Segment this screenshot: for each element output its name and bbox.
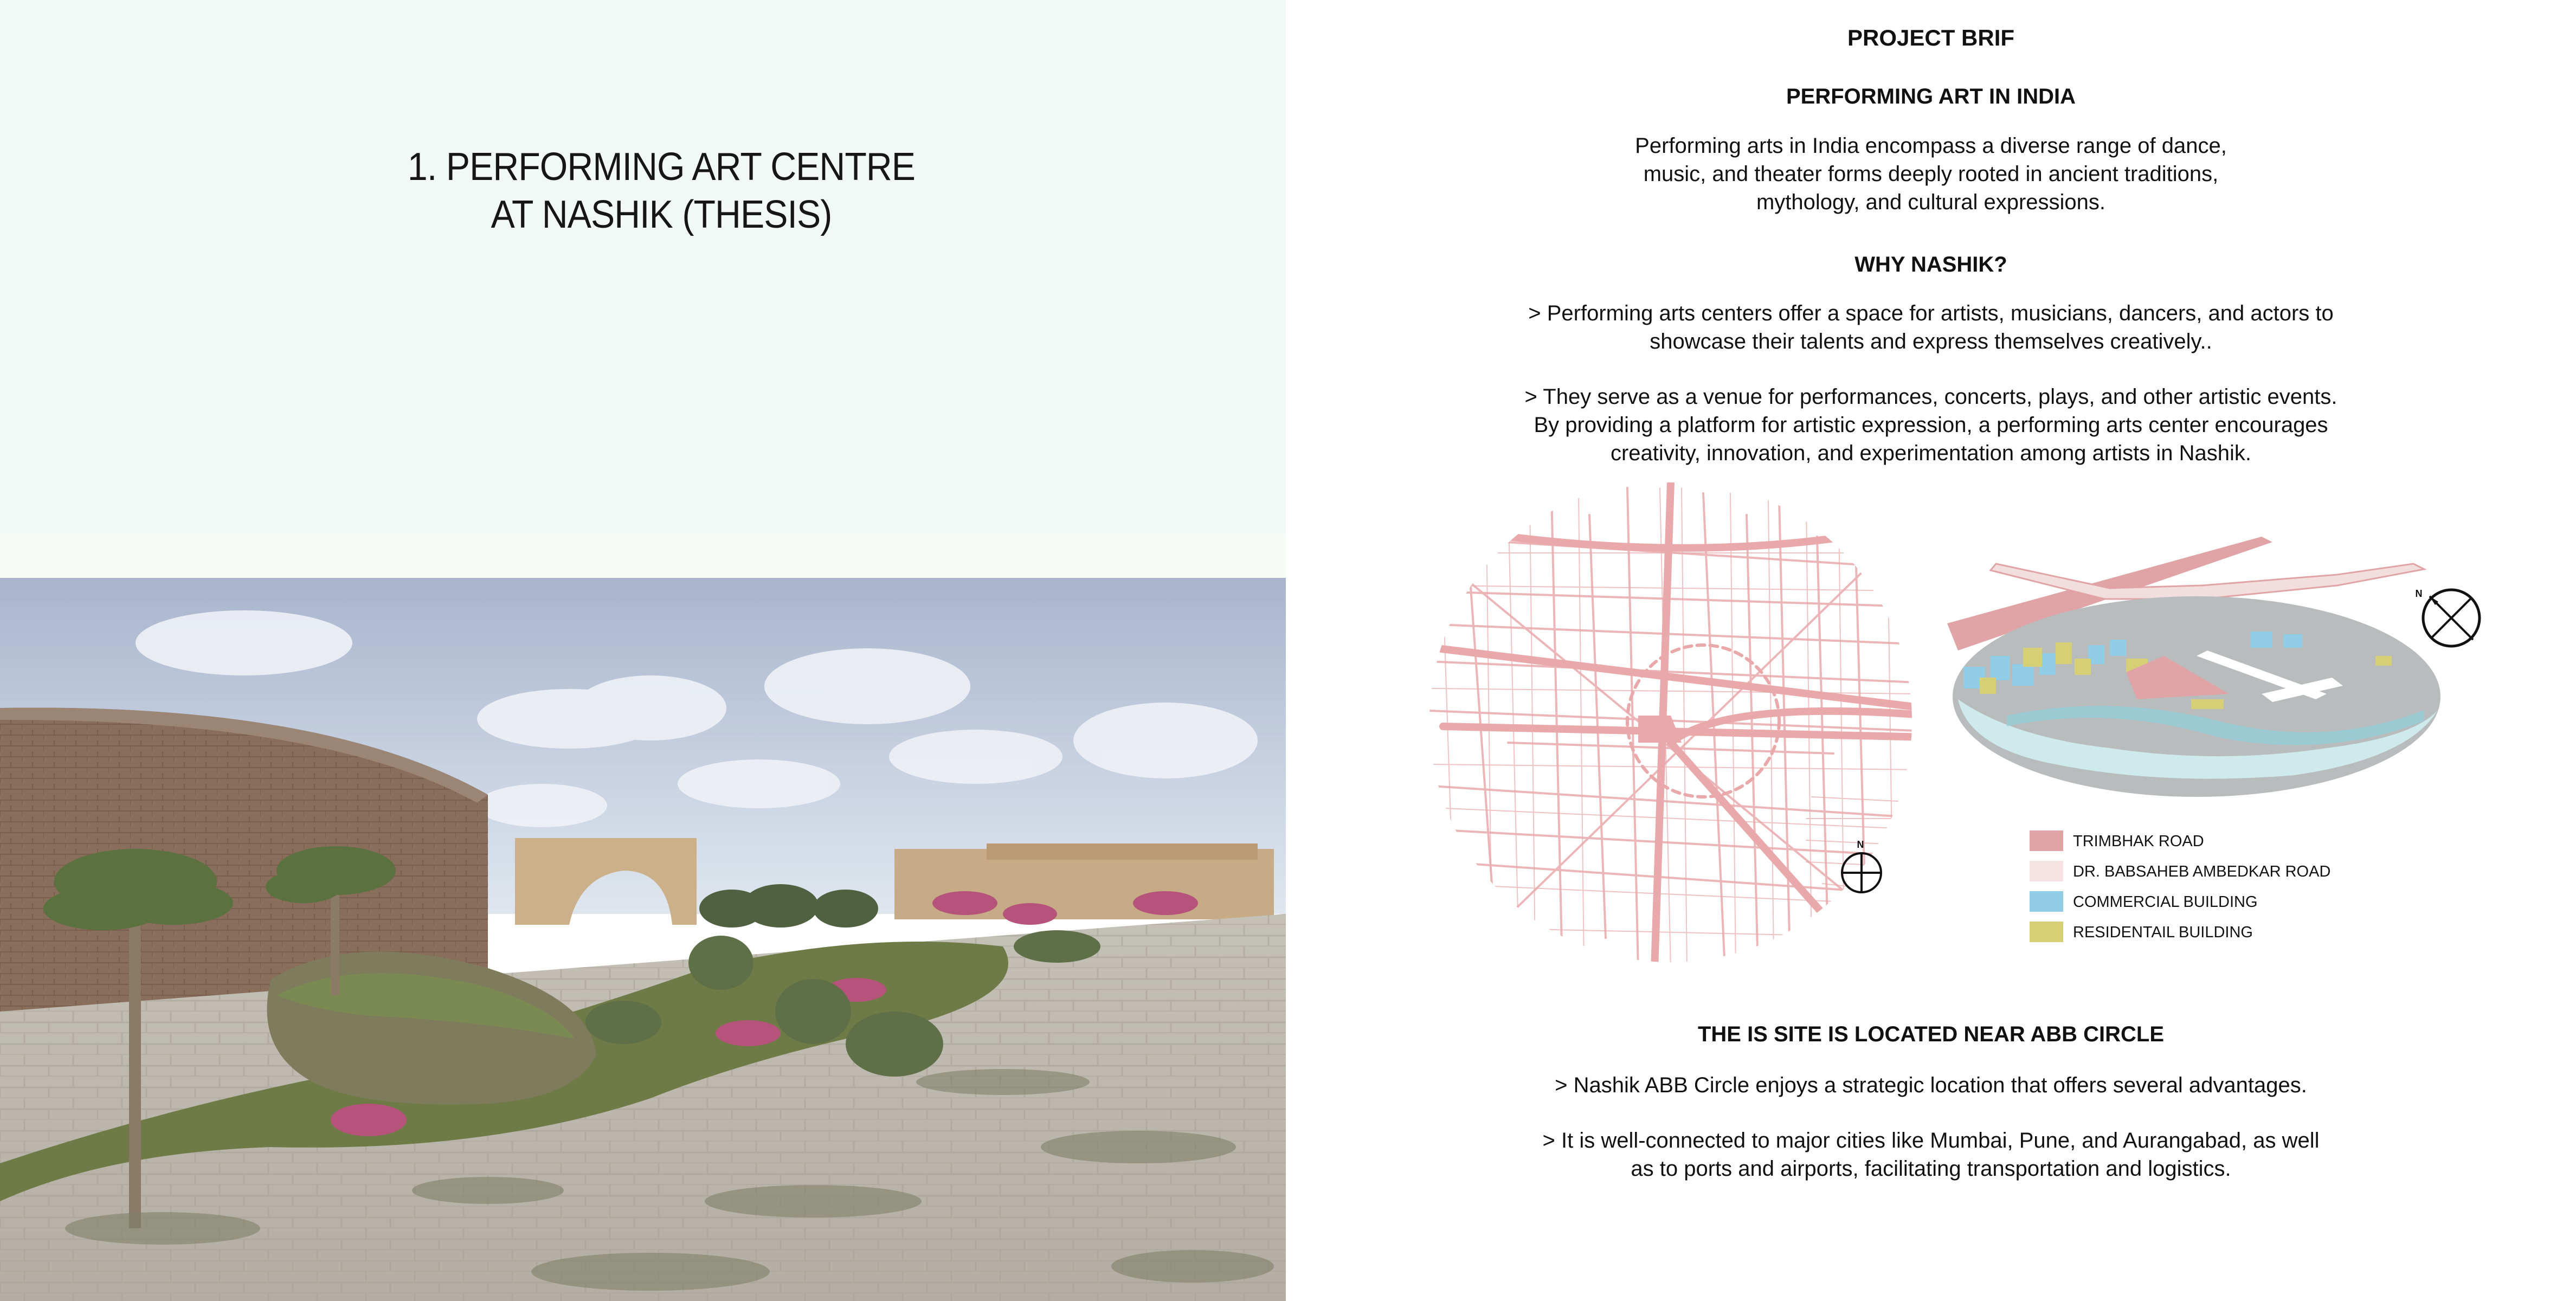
page-title-line-2: AT NASHIK (THESIS) (491, 193, 832, 236)
why-nashik-heading: WHY NASHIK? (1854, 253, 2007, 276)
legend-swatch (2030, 922, 2063, 942)
why-point-1: > Performing arts centers offer a space for artists, musicians, dancers, and actors to showcase their talents and express themselves creatively.. (1528, 301, 2334, 353)
north-label-map: N (1857, 839, 1864, 850)
city-road-map (1400, 482, 1974, 970)
why-point-2: > They serve as a venue for performances, concerts, plays, and other artistic events. By providing a platform for artistic expression, a performing arts center encourages creativity, innovation, and experimentation among artists in Nashik. (1524, 385, 2337, 465)
site-point-1: > Nashik ABB Circle enjoys a strategic location that offers several advantages. (1555, 1073, 2307, 1097)
north-arrow-icon (1840, 851, 1883, 894)
legend-swatch (2030, 830, 2063, 851)
exterior-render-image (0, 578, 1286, 1301)
title-panel-band (0, 534, 1286, 578)
site-location-heading: THE IS SITE IS LOCATED NEAR ABB CIRCLE (1697, 1022, 2165, 1046)
site-point-2: > It is well-connected to major cities like Mumbai, Pune, and Aurangabad, as well as to ports and airports, facilitating transportation and logistics. (1542, 1129, 2320, 1181)
north-arrow-site-icon (2419, 585, 2484, 650)
legend-label: DR. BABSAHEB AMBEDKAR ROAD (2073, 863, 2331, 880)
legend-label: TRIMBHAK ROAD (2073, 833, 2204, 850)
page-title (53, 143, 1270, 239)
title-panel (0, 0, 1286, 578)
legend-label: RESIDENTAIL BUILDING (2073, 924, 2253, 941)
render-illustration (0, 578, 1286, 1301)
north-label-site: N (2415, 588, 2423, 599)
india-text: Performing arts in India encompass a diverse range of dance, music, and theater forms deeply rooted in ancient traditions, mythology, and cultural expressions. (1635, 134, 2227, 214)
project-brief-panel (1286, 0, 2576, 1301)
site-context-diagram (1947, 531, 2478, 813)
legend-label: COMMERCIAL BUILDING (2073, 893, 2258, 911)
page-title-line-1: 1. PERFORMING ART CENTRE (407, 145, 916, 189)
india-heading: PERFORMING ART IN INDIA (1786, 85, 2076, 108)
legend-swatch (2030, 861, 2063, 881)
legend-swatch (2030, 891, 2063, 912)
project-brief-heading: PROJECT BRIF (1847, 25, 2015, 50)
